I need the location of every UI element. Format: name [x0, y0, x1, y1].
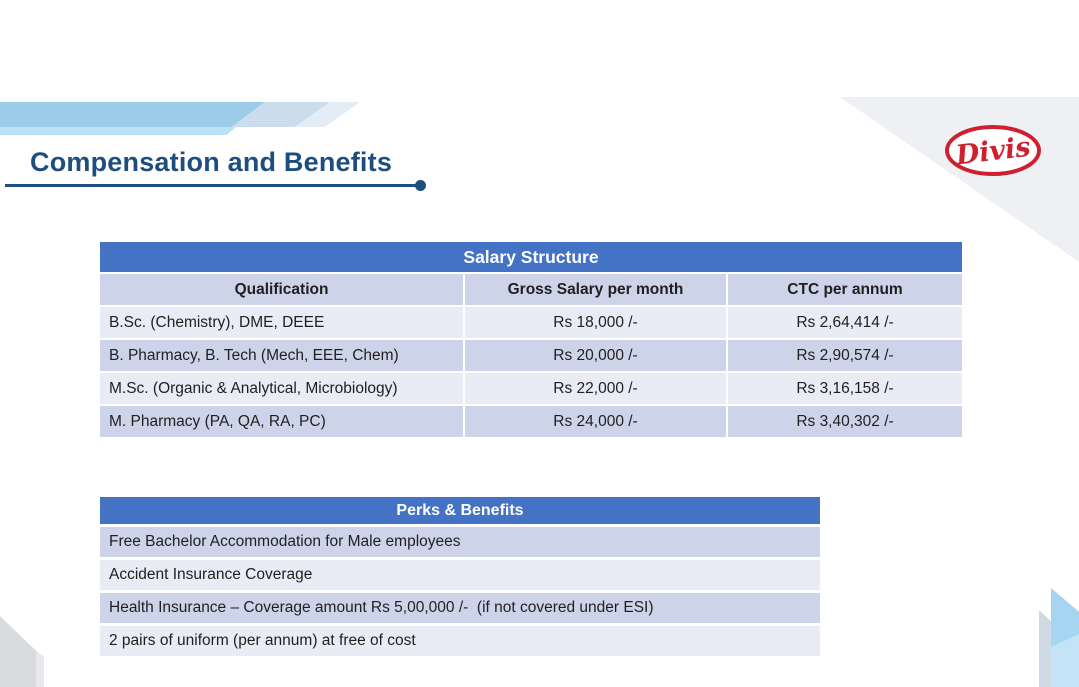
qualification-cell: B.Sc. (Chemistry), DME, DEEE	[100, 307, 463, 338]
top-left-banner-sliver	[0, 127, 236, 135]
qualification-cell: M. Pharmacy (PA, QA, RA, PC)	[100, 406, 463, 437]
ctc-cell: Rs 3,16,158 /-	[728, 373, 962, 404]
qualification-cell: M.Sc. (Organic & Analytical, Microbiology)	[100, 373, 463, 404]
perk-item: 2 pairs of uniform (per annum) at free of cost	[100, 626, 820, 656]
page-title: Compensation and Benefits	[30, 147, 393, 177]
salary-table-title: Salary Structure	[100, 242, 962, 272]
perk-item: Health Insurance – Coverage amount Rs 5,00,000 /- (if not covered under ESI)	[100, 593, 820, 623]
title-underline-dot	[415, 180, 426, 191]
ctc-cell: Rs 2,64,414 /-	[728, 307, 962, 338]
divis-logo	[944, 124, 1042, 177]
title-underline	[5, 184, 416, 187]
ctc-cell: Rs 2,90,574 /-	[728, 340, 962, 371]
top-left-banner-primary	[0, 102, 265, 127]
salary-table	[100, 242, 962, 437]
perks-table	[100, 497, 820, 659]
perk-item: Accident Insurance Coverage	[100, 560, 820, 590]
gross-salary-cell: Rs 18,000 /-	[465, 307, 726, 338]
gross-salary-cell: Rs 20,000 /-	[465, 340, 726, 371]
ctc-cell: Rs 3,40,302 /-	[728, 406, 962, 437]
salary-table-grid	[100, 274, 962, 437]
perks-table-title: Perks & Benefits	[100, 497, 820, 524]
top-right-triangle	[840, 97, 1079, 262]
column-header-qualification: Qualification	[100, 274, 463, 305]
column-header-gross-salary: Gross Salary per month	[465, 274, 726, 305]
perk-item: Free Bachelor Accommodation for Male employees	[100, 527, 820, 557]
bottom-right-strip	[1039, 610, 1052, 687]
bottom-left-shape	[0, 616, 36, 687]
column-header-ctc: CTC per annum	[728, 274, 962, 305]
gross-salary-cell: Rs 22,000 /-	[465, 373, 726, 404]
qualification-cell: B. Pharmacy, B. Tech (Mech, EEE, Chem)	[100, 340, 463, 371]
divis-logo-graphic	[944, 124, 1042, 177]
gross-salary-cell: Rs 24,000 /-	[465, 406, 726, 437]
divis-logo-text: Divis	[954, 131, 1033, 172]
